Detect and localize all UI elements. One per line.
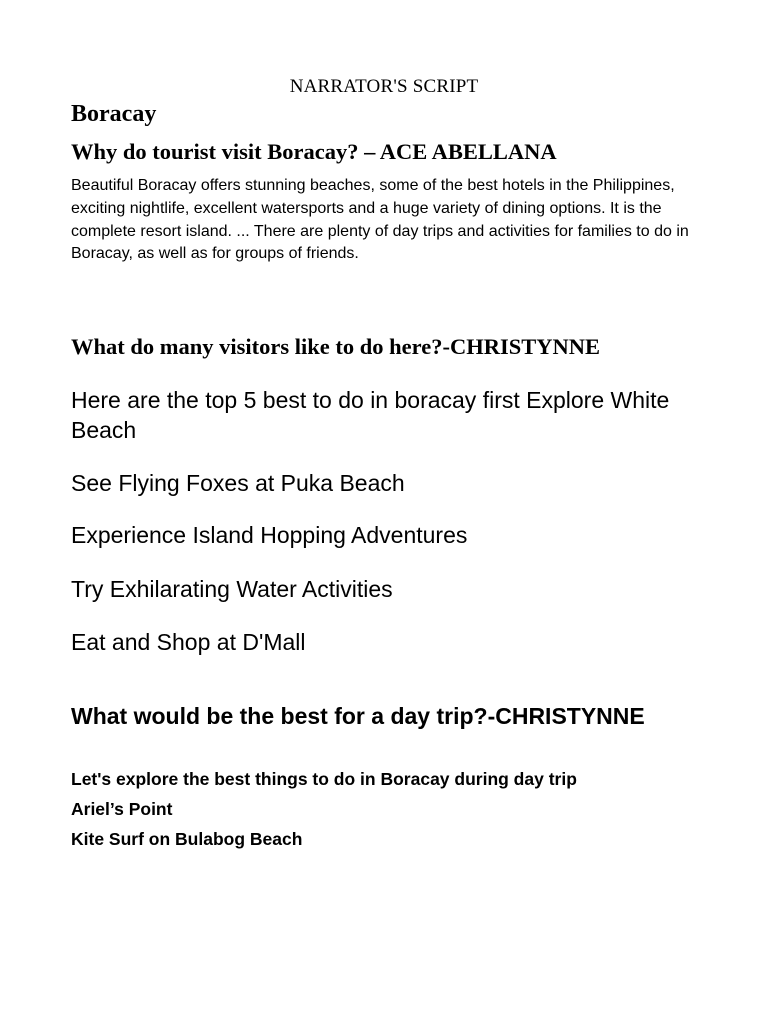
daytrip-item-1: Ariel’s Point: [71, 799, 173, 819]
daytrip-item-2: Kite Surf on Bulabog Beach: [71, 829, 303, 849]
daytrip-intro: Let's explore the best things to do in Boracay during day trip: [71, 769, 577, 789]
activity-item-5: Eat and Shop at D'Mall: [71, 629, 306, 655]
activity-item-2: See Flying Foxes at Puka Beach: [71, 470, 405, 496]
activity-item-1: Here are the top 5 best to do in boracay first Explore White Beach: [71, 387, 670, 443]
activity-item-4: Try Exhilarating Water Activities: [71, 576, 393, 602]
answer-paragraph-1: Beautiful Boracay offers stunning beaches, some of the best hotels in the Philippines, exciting nightlife, excellent watersports and a huge variety of dining options. It is the complete resort island. ... There are plenty of day trips and activities for families to do in Boracay, as well as for groups of friends.: [71, 177, 689, 263]
place-heading: Boracay: [71, 101, 157, 127]
question-1: Why do tourist visit Boracay? – ACE ABELLANA: [71, 139, 557, 164]
script-title: NARRATOR'S SCRIPT: [289, 76, 479, 97]
activity-item-3: Experience Island Hopping Adventures: [71, 522, 468, 548]
question-2: What do many visitors like to do here?-CHRISTYNNE: [71, 334, 600, 359]
question-3: What would be the best for a day trip?-CHRISTYNNE: [71, 703, 645, 729]
